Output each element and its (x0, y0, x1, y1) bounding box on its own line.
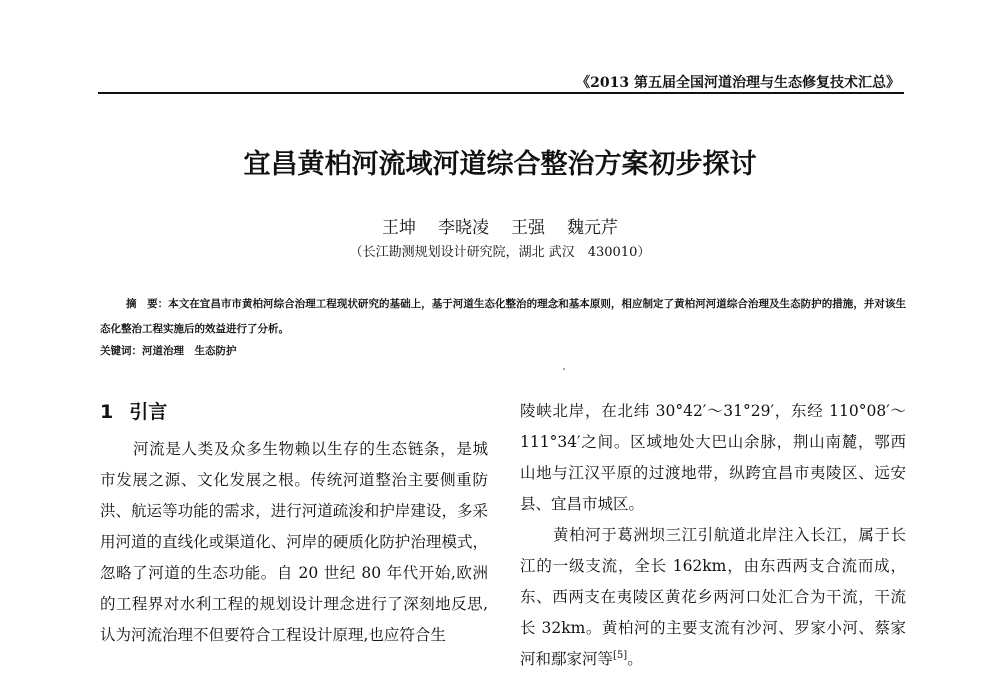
paper-title: 宜昌黄柏河流域河道综合整治方案初步探讨 (243, 149, 757, 180)
body-paragraph: 河流是人类及众多生物赖以生存的生态链条，是城市发展之源、文化发展之根。传统河道整治主要侧重防洪、航运等功能的需求，进行河道疏浚和护岸建设，多采用河道的直线化或渠道化、河岸的硬质化防护治理模式，忽略了河道的生态功能。自 20 世纪 80 年代开始,欧洲的工程界对水利工程的规划设计理念进行了深刻地反思,认为河流治理不但要符合工程设计原理,也应符合生 (100, 440, 488, 644)
left-column (100, 434, 488, 651)
abstract-label: 摘 要： (126, 298, 169, 310)
affiliation: （长江勘测规划设计研究院，湖北 武汉 430010） (349, 245, 651, 260)
body-paragraph: 陵峡北岸，在北纬 30°42′～31°29′，东经 110°08′～111°34′之间。区域地处大巴山余脉，荆山南麓，鄂西山地与江汉平原的过渡地带，纵跨宜昌市夷陵区、远安县、宜昌市城区。 (520, 402, 906, 513)
keywords-label: 关键词： (100, 345, 142, 357)
body-paragraph (520, 520, 906, 675)
abstract-text: 本文在宜昌市市黄柏河综合治理工程现状研究的基础上，基于河道生态化整治的理念和基本原则，相应制定了黄柏河河道综合治理及生态防护的措施，并对该生态化整治工程实施后的效益进行了分析。 (100, 298, 907, 335)
citation-ref: [5] (613, 649, 628, 661)
running-header: 《2013 第五届全国河道治理与生态修复技术汇总》 (576, 75, 900, 91)
author-name: 魏元芹 (567, 218, 618, 238)
right-column (520, 396, 906, 675)
paragraph-text: 黄柏河于葛洲坝三江引航道北岸注入长江，属于长江的一级支流，全长 162km，由东西两支合流而成，东、西两支在夷陵区黄花乡两河口处汇合为干流，干流长 32km。黄柏河的主要支流有沙河、罗家小河、蔡家河和鄢家河等 (520, 526, 906, 668)
keywords-text: 河道治理 生态防护 (142, 345, 237, 357)
section-heading (100, 397, 167, 424)
paragraph-end: 。 (627, 650, 643, 668)
author-name: 王强 (511, 218, 545, 238)
header-rule (98, 92, 904, 94)
abstract (100, 292, 906, 342)
scan-dot (563, 368, 565, 370)
section-title: 引言 (129, 401, 168, 423)
section-number: 1 (100, 401, 114, 423)
author-name: 王坤 (382, 218, 416, 238)
author-name: 李晓凌 (438, 218, 489, 238)
keywords (100, 343, 906, 358)
author-list (0, 213, 1000, 238)
